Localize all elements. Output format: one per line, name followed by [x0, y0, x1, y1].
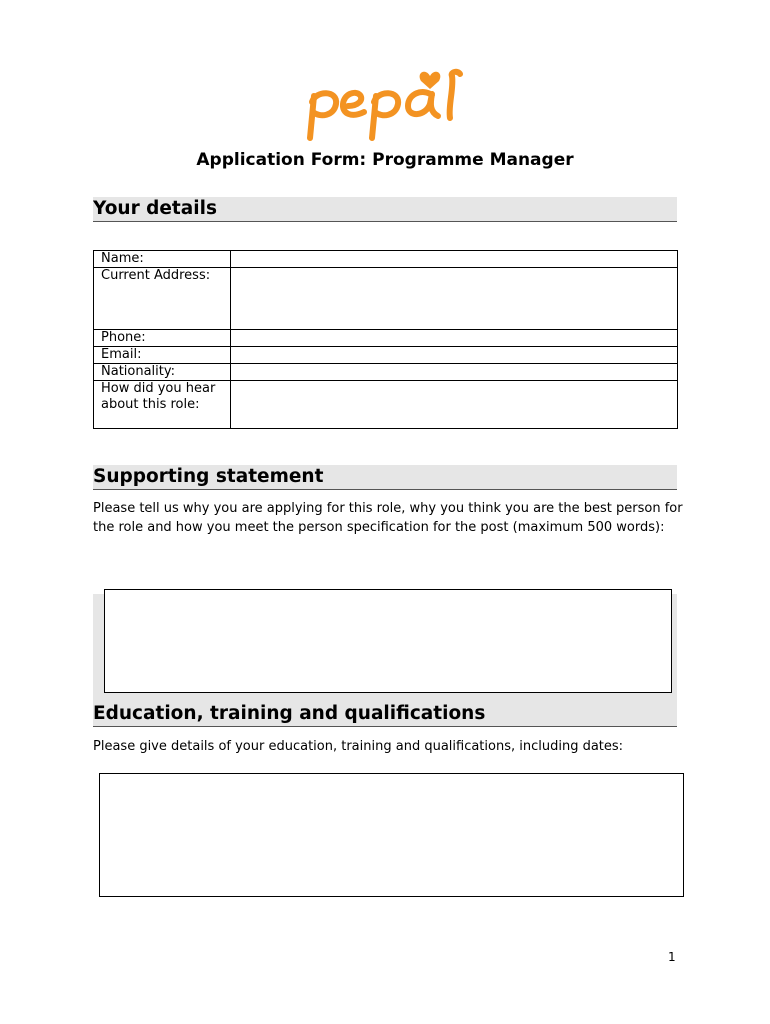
section-heading-education — [93, 702, 677, 727]
table-row — [94, 251, 678, 268]
details-table — [93, 250, 678, 429]
section-heading-your-details — [93, 197, 677, 222]
section-heading-text: Supporting statement — [93, 466, 324, 487]
section-heading-supporting-statement — [93, 465, 677, 490]
section-heading-text: Education, training and qualifications — [93, 703, 486, 724]
education-box[interactable] — [99, 773, 684, 897]
how-did-you-hear-label: How did you hear about this role: — [94, 381, 231, 429]
table-row — [94, 268, 678, 330]
current-address-label: Current Address: — [94, 268, 231, 330]
table-row — [94, 364, 678, 381]
phone-field[interactable] — [231, 330, 678, 347]
table-row — [94, 330, 678, 347]
how-did-you-hear-field[interactable] — [231, 381, 678, 429]
supporting-statement-instructions: Please tell us why you are applying for this role, why you think you are the best person for the role and how you meet the person specification for the post (maximum 500 words): — [93, 501, 683, 535]
education-instructions: Please give details of your education, training and qualifications, including dates: — [93, 739, 624, 754]
email-field[interactable] — [231, 347, 678, 364]
table-row — [94, 381, 678, 429]
current-address-field[interactable] — [231, 268, 678, 330]
name-field[interactable] — [231, 251, 678, 268]
table-row — [94, 347, 678, 364]
nationality-label: Nationality: — [94, 364, 231, 381]
email-label: Email: — [94, 347, 231, 364]
supporting-statement-box[interactable] — [104, 589, 672, 693]
page-number: 1 — [668, 950, 676, 964]
pepal-logo-icon — [300, 62, 470, 142]
document-title: Application Form: Programme Manager — [196, 150, 574, 170]
section-heading-text: Your details — [93, 198, 217, 219]
nationality-field[interactable] — [231, 364, 678, 381]
name-label: Name: — [94, 251, 231, 268]
phone-label: Phone: — [94, 330, 231, 347]
